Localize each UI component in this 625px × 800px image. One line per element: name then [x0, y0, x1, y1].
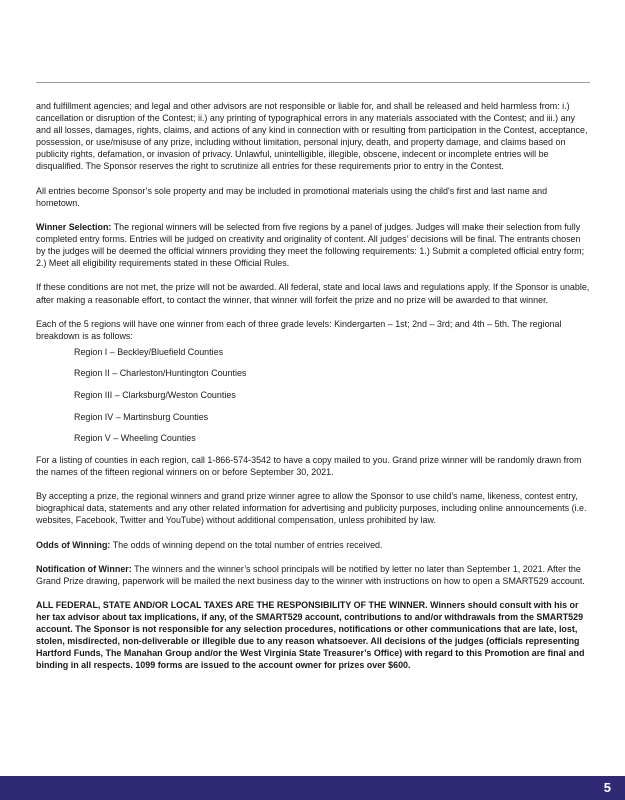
document-body: [36, 100, 590, 684]
taxes-paragraph: ALL FEDERAL, STATE AND/OR LOCAL TAXES ARE THE RESPONSIBILITY OF THE WINNER. Winners should consult with his or her tax advisor about tax implications, if any, of the SMART529 account, contributions to and/or withdrawals from the SMART529 account. The Sponsor is not responsible for any selection procedures, notifications or other communications that are late, lost, stolen, misdirected, non-deliverable or illegible due to any reason whatsoever. All decisions of the judges (officials representing Hartford Funds, The Manahan Group and/or the West Virginia State Treasurer’s Office) with regard to this Promotion are final and binding in all respects. 1099 forms are issued to the account owner for prizes over $600.: [36, 599, 585, 671]
winner-selection-paragraph: [36, 221, 590, 269]
notification-heading: Notification of Winner:: [36, 563, 132, 574]
regions-list: [36, 346, 590, 444]
winner-selection-text: The regional winners will be selected from five regions by a panel of judges. Judges will make their selection from fully completed entry forms. Entries will be judged on creativity and originality of content. All judges’ decisions will be final. The entrants chosen by the judges will be deemed the official winners providing they meet the following requirements: 1.) Submit a completed official entry form; 2.) Meet all eligibility requirements stated in these Official Rules.: [36, 221, 585, 269]
region-item: Region I – Beckley/Bluefield Counties: [74, 346, 224, 357]
notification-paragraph: [36, 563, 590, 587]
regions-intro-paragraph: Each of the 5 regions will have one winner from each of three grade levels: Kindergarten – 1st; 2nd – 3rd; and 4th – 5th. The regional breakdown is as follows:: [36, 318, 562, 341]
entries-property-paragraph: All entries become Sponsor’s sole property and may be included in promotional materials using the child's first and last name and hometown.: [36, 185, 548, 208]
publicity-paragraph: By accepting a prize, the regional winners and grand prize winner agree to allow the Sponsor to use child’s name, likeness, contest entry, biographical data, statements and any other related information for advertising and publicity purposes, including online announcements (i.e. websites, Facebook, Twitter and YouTube) without additional compensation, unless prohibited by law.: [36, 491, 587, 526]
header-divider: [36, 82, 590, 83]
region-item: Region V – Wheeling Counties: [74, 433, 196, 444]
odds-heading: Odds of Winning:: [36, 539, 111, 550]
liability-paragraph: and fulfillment agencies; and legal and other advisors are not responsible or liable for, and shall be released and held harmless from: i.) cancellation or disruption of the Contest; ii.) any printing of typographical errors in any materials associated with the Contest; and iii.) any and all losses, damages, rights, claims, and actions of any kind in connection with or resulting from participation in the Contest, acceptance, possession, or use/misuse of any prize, including without limitation, personal injury, death, and property damage, and claims based on publicity rights, defamation, or invasion of privacy. Unlawful, unintelligible, illegible, obscene, indecent or incomplete entries will be disqualified. The Sponsor reserves the right to scrutinize all entries for these requirements prior to entry in the Contest.: [36, 101, 588, 172]
county-listing-paragraph: For a listing of counties in each region, call 1-866-574-3542 to have a copy mailed to you. Grand prize winner will be randomly drawn from the names of the fifteen regional winners on or before September 30, 2021.: [36, 454, 582, 477]
region-item: Region III – Clarksburg/Weston Counties: [74, 390, 236, 401]
region-item: Region IV – Martinsburg Counties: [74, 411, 209, 422]
footer-bar: [0, 776, 625, 800]
region-item: Region II – Charleston/Huntington Counties: [74, 368, 247, 379]
conditions-paragraph: If these conditions are not met, the prize will not be awarded. All federal, state and local laws and regulations apply. If the Sponsor is unable, after making a reasonable effort, to contact the winner, that winner will forfeit the prize and no prize will be awarded to that winner.: [36, 282, 590, 305]
winner-selection-heading: Winner Selection:: [36, 221, 112, 232]
page-number: 5: [603, 780, 611, 795]
notification-text: The winners and the winner’s school principals will be notified by letter no later than September 1, 2021. After the Grand Prize drawing, paperwork will be mailed the next business day to the winner with instructions on how to open a SMART529 account.: [36, 563, 585, 586]
odds-text: The odds of winning depend on the total number of entries received.: [110, 539, 383, 550]
odds-paragraph: [36, 539, 590, 551]
